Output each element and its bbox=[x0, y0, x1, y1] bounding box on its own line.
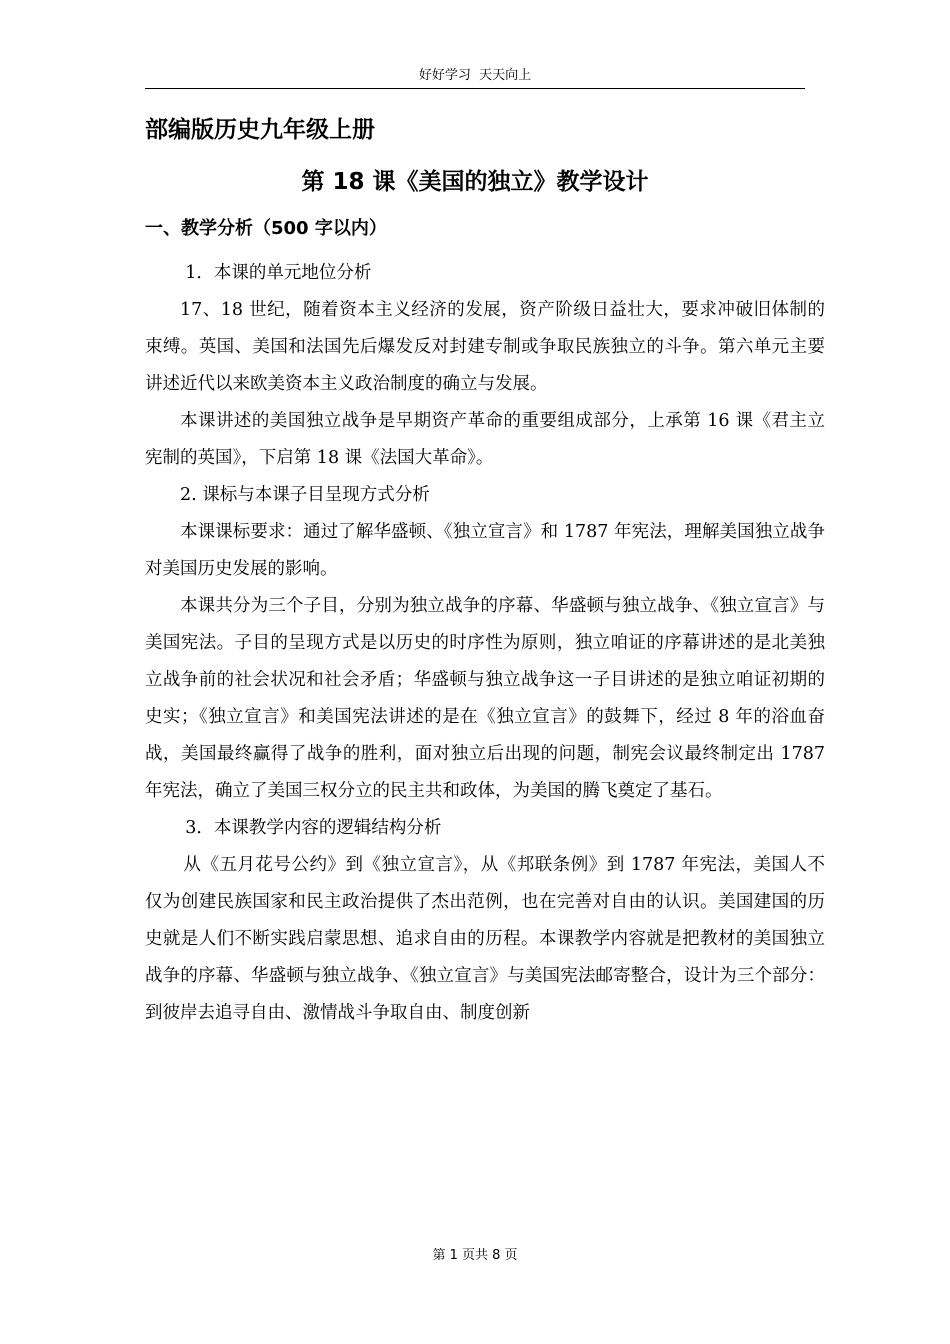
paragraph: 本课共分为三个子目，分别为独立战争的序幕、华盛顿与独立战争、《独立宣言》与美国宪法。子目的呈现方式是以历史的时序性为原则，独立咱证的序幕讲述的是北美独立战争前的社会状况和社会矛盾；华盛顿与独立战争这一子目讲述的是独立咱证初期的史实；《独立宣言》和美国宪法讲述的是在《独立宣言》的鼓舞下，经过 8 年的浴血奋战，美国最终赢得了战争的胜利，面对独立后出现的问题，制宪会议最终制定出 1787 年宪法，确立了美国三权分立的民主共和政体，为美国的腾飞奠定了基石。 bbox=[145, 596, 825, 801]
page-footer bbox=[0, 1246, 950, 1266]
section-heading-teaching-analysis: 一、教学分析（500 字以内） bbox=[145, 218, 387, 239]
paragraph: 本课讲述的美国独立战争是早期资产革命的重要组成部分，上承第 16 课《君主立宪制的英国》，下启第 18 课《法国大革命》。 bbox=[145, 411, 825, 468]
page-header bbox=[145, 64, 805, 89]
page-number: 第 1 页共 8 页 bbox=[432, 1248, 518, 1263]
subheading-curriculum-standard: 2. 课标与本课子目呈现方式分析 bbox=[180, 485, 430, 505]
subheading-unit-position: 1．本课的单元地位分析 bbox=[185, 263, 372, 283]
subheading-logic-structure: 3．本课教学内容的逻辑结构分析 bbox=[185, 818, 442, 838]
document-body bbox=[145, 255, 825, 1032]
header-motto: 好好学习 天天向上 bbox=[418, 68, 532, 83]
paragraph: 从《五月花号公约》到《独立宣言》，从《邦联条例》到 1787 年宪法，美国人不仅为创建民族国家和民主政治提供了杰出范例，也在完善对自由的认识。美国建国的历史就是人们不断实践启蒙思想、追求自由的历程。本课教学内容就是把教材的美国独立战争的序幕、华盛顿与独立战争、《独立宣言》与美国宪法邮寄整合，设计为三个部分：到彼岸去追寻自由、激情战斗争取自由、制度创新 bbox=[145, 855, 825, 1023]
paragraph: 本课课标要求：通过了解华盛顿、《独立宣言》和 1787 年宪法，理解美国独立战争对美国历史发展的影响。 bbox=[145, 522, 825, 579]
document-title: 第 18 课《美国的独立》教学设计 bbox=[301, 169, 649, 195]
document-subtitle: 部编版历史九年级上册 bbox=[145, 117, 375, 143]
paragraph: 17、18 世纪，随着资本主义经济的发展，资产阶级日益壮大，要求冲破旧体制的束缚。英国、美国和法国先后爆发反对封建专制或争取民族独立的斗争。第六单元主要讲述近代以来欧美资本主义政治制度的确立与发展。 bbox=[145, 300, 825, 394]
